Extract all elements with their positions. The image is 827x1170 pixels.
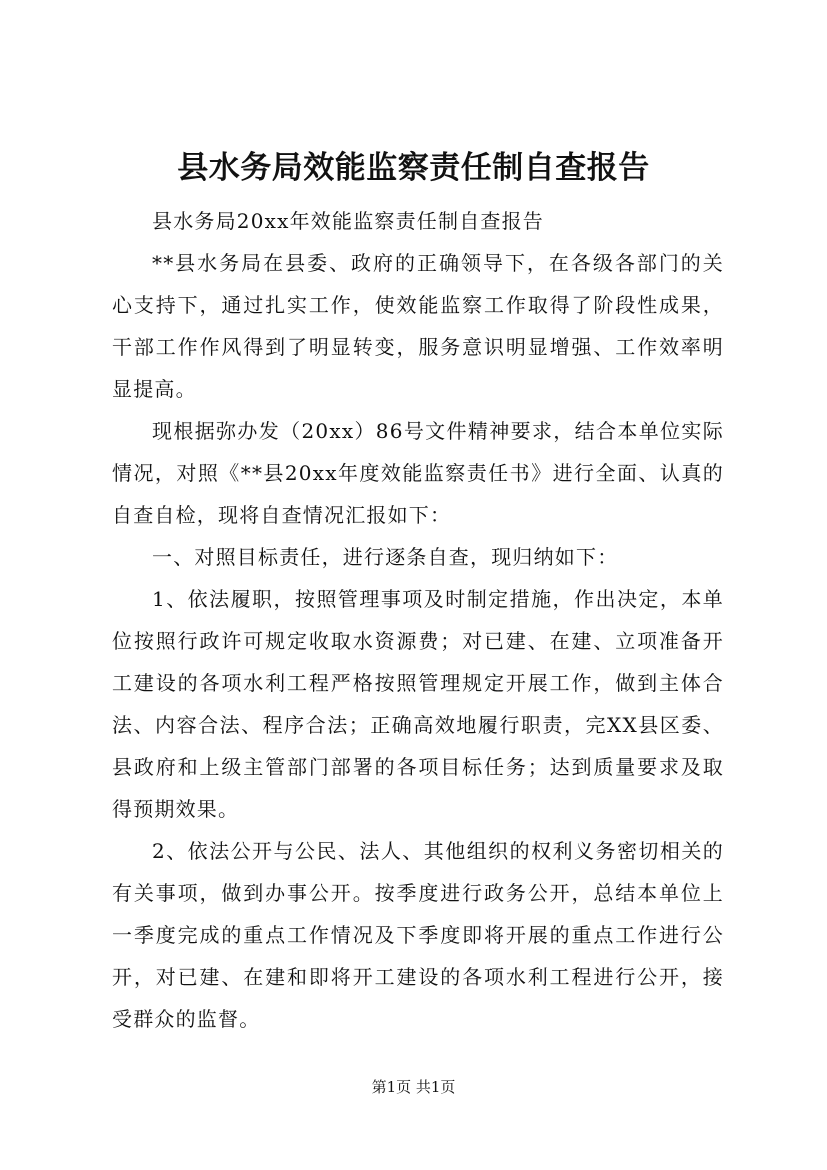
- item-1-paragraph: 1、依法履职，按照管理事项及时制定措施，作出决定，本单位按照行政许可规定收取水资源费；对已建、在建、立项准备开工建设的各项水利工程严格按照管理规定开展工作，做到主体合法、内容合法、程序合法；正确高效地履行职责，完XX县区委、县政府和上级主管部门部署的各项目标任务；达到质量要求及取得预期效果。: [112, 587, 724, 821]
- section-heading-paragraph: 一、对照目标责任，进行逐条自查，现归纳如下：: [152, 545, 619, 569]
- document-body: [112, 200, 724, 1040]
- subtitle-paragraph: 县水务局20xx年效能监察责任制自查报告: [152, 209, 545, 233]
- basis-paragraph: 现根据弥办发（20xx）86号文件精神要求，结合本单位实际情况，对照《**县20xx年度效能监察责任书》进行全面、认真的自查自检，现将自查情况汇报如下：: [112, 419, 724, 527]
- intro-paragraph: **县水务局在县委、政府的正确领导下，在各级各部门的关心支持下，通过扎实工作，使效能监察工作取得了阶段性成果，干部工作作风得到了明显转变，服务意识明显增强、工作效率明显提高。: [112, 251, 724, 401]
- item-2-paragraph: 2、依法公开与公民、法人、其他组织的权利义务密切相关的有关事项，做到办事公开。按季度进行政务公开，总结本单位上一季度完成的重点工作情况及下季度即将开展的重点工作进行公开，对已建、在建和即将开工建设的各项水利工程进行公开，接受群众的监督。: [112, 839, 724, 1031]
- document-title: 县水务局效能监察责任制自查报告: [177, 150, 650, 186]
- page-footer: 第1页 共1页: [371, 1078, 456, 1096]
